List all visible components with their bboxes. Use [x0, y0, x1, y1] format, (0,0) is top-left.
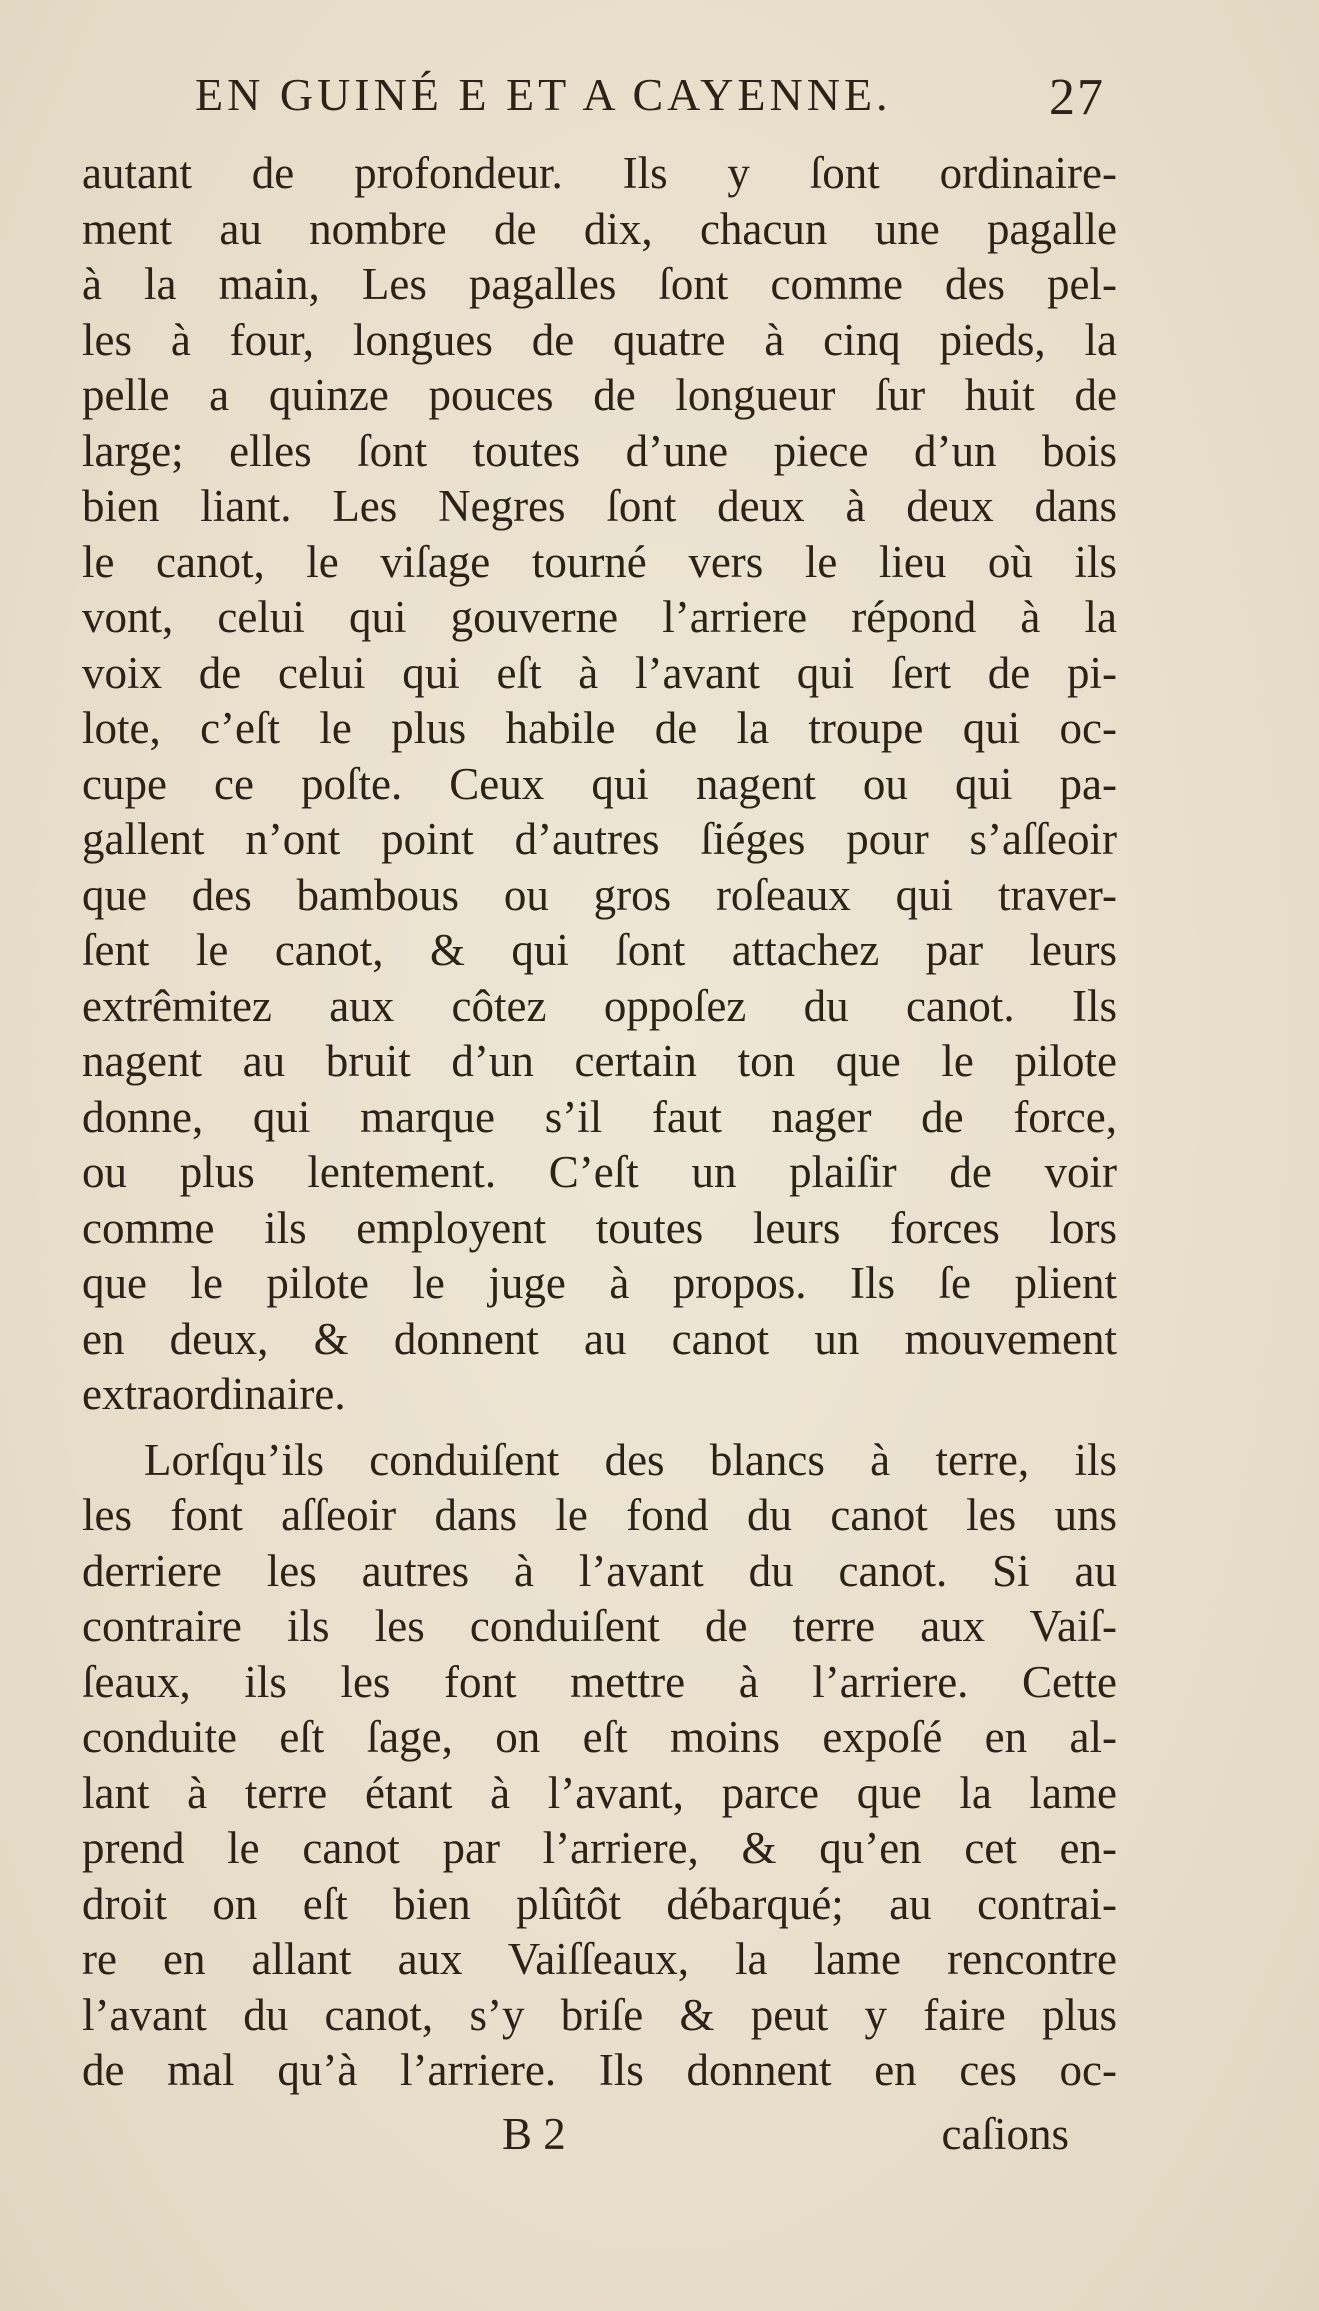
text-line: large; elles ſont toutes d’une piece d’un bois [82, 425, 1117, 476]
text-line: que des bambous ou gros roſeaux qui traver- [82, 869, 1117, 920]
text-line: prend le canot par l’arriere, & qu’en cet en- [82, 1823, 1117, 1873]
text-line: derriere les autres à l’avant du canot. Si au [82, 1545, 1117, 1596]
text-line: les font aſſeoir dans le fond du canot les uns [82, 1490, 1117, 1540]
text-line: les à four, longues de quatre à cinq pieds, la [82, 314, 1117, 365]
signature-mark: B 2 [502, 2109, 566, 2159]
text-line: extraordinaire. [82, 1369, 346, 1419]
text-line: gallent n’ont point d’autres ſiéges pour s’aſſeoir [82, 814, 1117, 864]
catchword: caſions [941, 2109, 1069, 2159]
text-line: ſent le canot, & qui ſont attachez par leurs [82, 925, 1117, 975]
text-line: donne, qui marque s’il faut nager de force, [82, 1091, 1117, 1142]
text-line: ou plus lentement. C’eſt un plaiſir de voir [82, 1147, 1117, 1197]
running-head: EN GUINÉ E ET A CAYENNE. [195, 69, 892, 120]
paragraph-break [82, 1423, 1117, 1433]
text-line: vont, celui qui gouverne l’arriere répond à la [82, 592, 1117, 642]
page-number: 27 [1049, 69, 1105, 126]
text-line: contraire ils les conduiſent de terre aux Vaiſ- [82, 1601, 1117, 1651]
text-line: à la main, Les pagalles ſont comme des pel- [82, 259, 1117, 309]
text-line: Lorſqu’ils conduiſent des blancs à terre, ils [144, 1434, 1117, 1485]
text-line: le canot, le viſage tourné vers le lieu où ils [82, 536, 1117, 587]
text-line: autant de profondeur. Ils y ſont ordinaire- [82, 148, 1117, 198]
text-line: l’avant du canot, s’y briſe & peut y faire plus [82, 1989, 1117, 2040]
text-line: extrêmitez aux côtez oppoſez du canot. Ils [82, 980, 1117, 1031]
text-line: pelle a quinze pouces de longueur ſur huit de [82, 370, 1117, 420]
page-footer [82, 2108, 1117, 2168]
body-text [82, 146, 1117, 2099]
text-line: cupe ce poſte. Ceux qui nagent ou qui pa- [82, 758, 1117, 809]
text-line: nagent au bruit d’un certain ton que le pilote [82, 1036, 1117, 1086]
text-line: lote, c’eſt le plus habile de la troupe qui oc- [82, 703, 1117, 753]
text-line: que le pilote le juge à propos. Ils ſe plient [82, 1258, 1117, 1308]
text-line: ment au nombre de dix, chacun une pagalle [82, 203, 1117, 254]
text-line: conduite eſt ſage, on eſt moins expoſé en al- [82, 1712, 1117, 1762]
text-line: bien liant. Les Negres ſont deux à deux dans [82, 481, 1117, 531]
text-line: lant à terre étant à l’avant, parce que la lame [82, 1767, 1117, 1818]
text-line: droit on eſt bien plûtôt débarqué; au contrai- [82, 1878, 1117, 1929]
text-line: comme ils employent toutes leurs forces lors [82, 1202, 1117, 1253]
text-line: voix de celui qui eſt à l’avant qui ſert de pi- [82, 647, 1117, 698]
text-line: de mal qu’à l’arriere. Ils donnent en ces oc- [82, 2045, 1117, 2095]
text-line: re en allant aux Vaiſſeaux, la lame rencontre [82, 1934, 1117, 1984]
text-line: en deux, & donnent au canot un mouvement [82, 1313, 1117, 1364]
text-line: ſeaux, ils les font mettre à l’arriere. Cette [82, 1656, 1117, 1707]
page-header [195, 68, 1115, 132]
